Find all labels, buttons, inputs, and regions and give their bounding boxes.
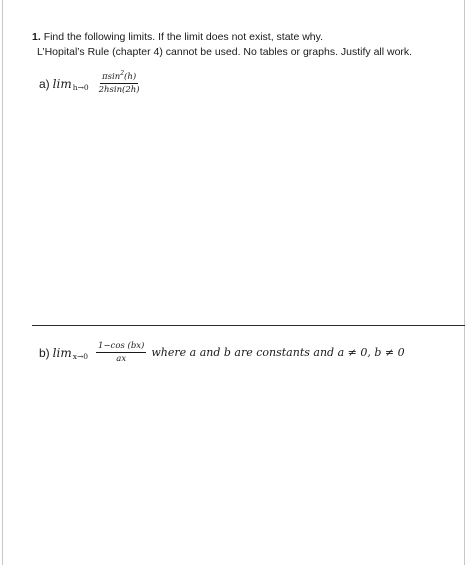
part-a-numerator-text: πsin [102,72,121,82]
part-b-condition: where a and b are constants and a ≠ 0, b ≠ 0 [151,346,405,359]
part-b-fraction [96,341,146,364]
part-b-numerator: 1−cos (bx) [98,341,145,351]
part-a-numerator [100,72,138,84]
instruction-line-1: Find the following limits. If the limit does not exist, state why. [43,31,324,43]
page-left-border [2,0,3,565]
instruction-line-2: L’Hopital’s Rule (chapter 4) cannot be used. No tables or graphs. Justify all work. [37,46,413,58]
part-b-lim: lim [52,345,72,360]
part-b-subscript: x→0 [72,352,89,361]
part-a-fraction [97,72,142,95]
question-header [32,30,452,60]
part-a-numerator-arg: (h) [124,72,137,82]
question-number: 1. [32,31,41,43]
part-a-denominator: 2hsin(2h) [98,85,140,95]
part-b [39,341,405,364]
page-right-border [464,0,465,565]
part-a-lim: lim [52,76,72,91]
section-divider [32,325,465,326]
part-a-label: a) [39,76,50,91]
part-a-subscript: h→0 [72,83,89,92]
part-a [39,72,147,95]
part-a-numerator-power: 2 [120,70,125,78]
part-b-label: b) [39,345,50,360]
part-b-denominator: ax [116,354,127,364]
